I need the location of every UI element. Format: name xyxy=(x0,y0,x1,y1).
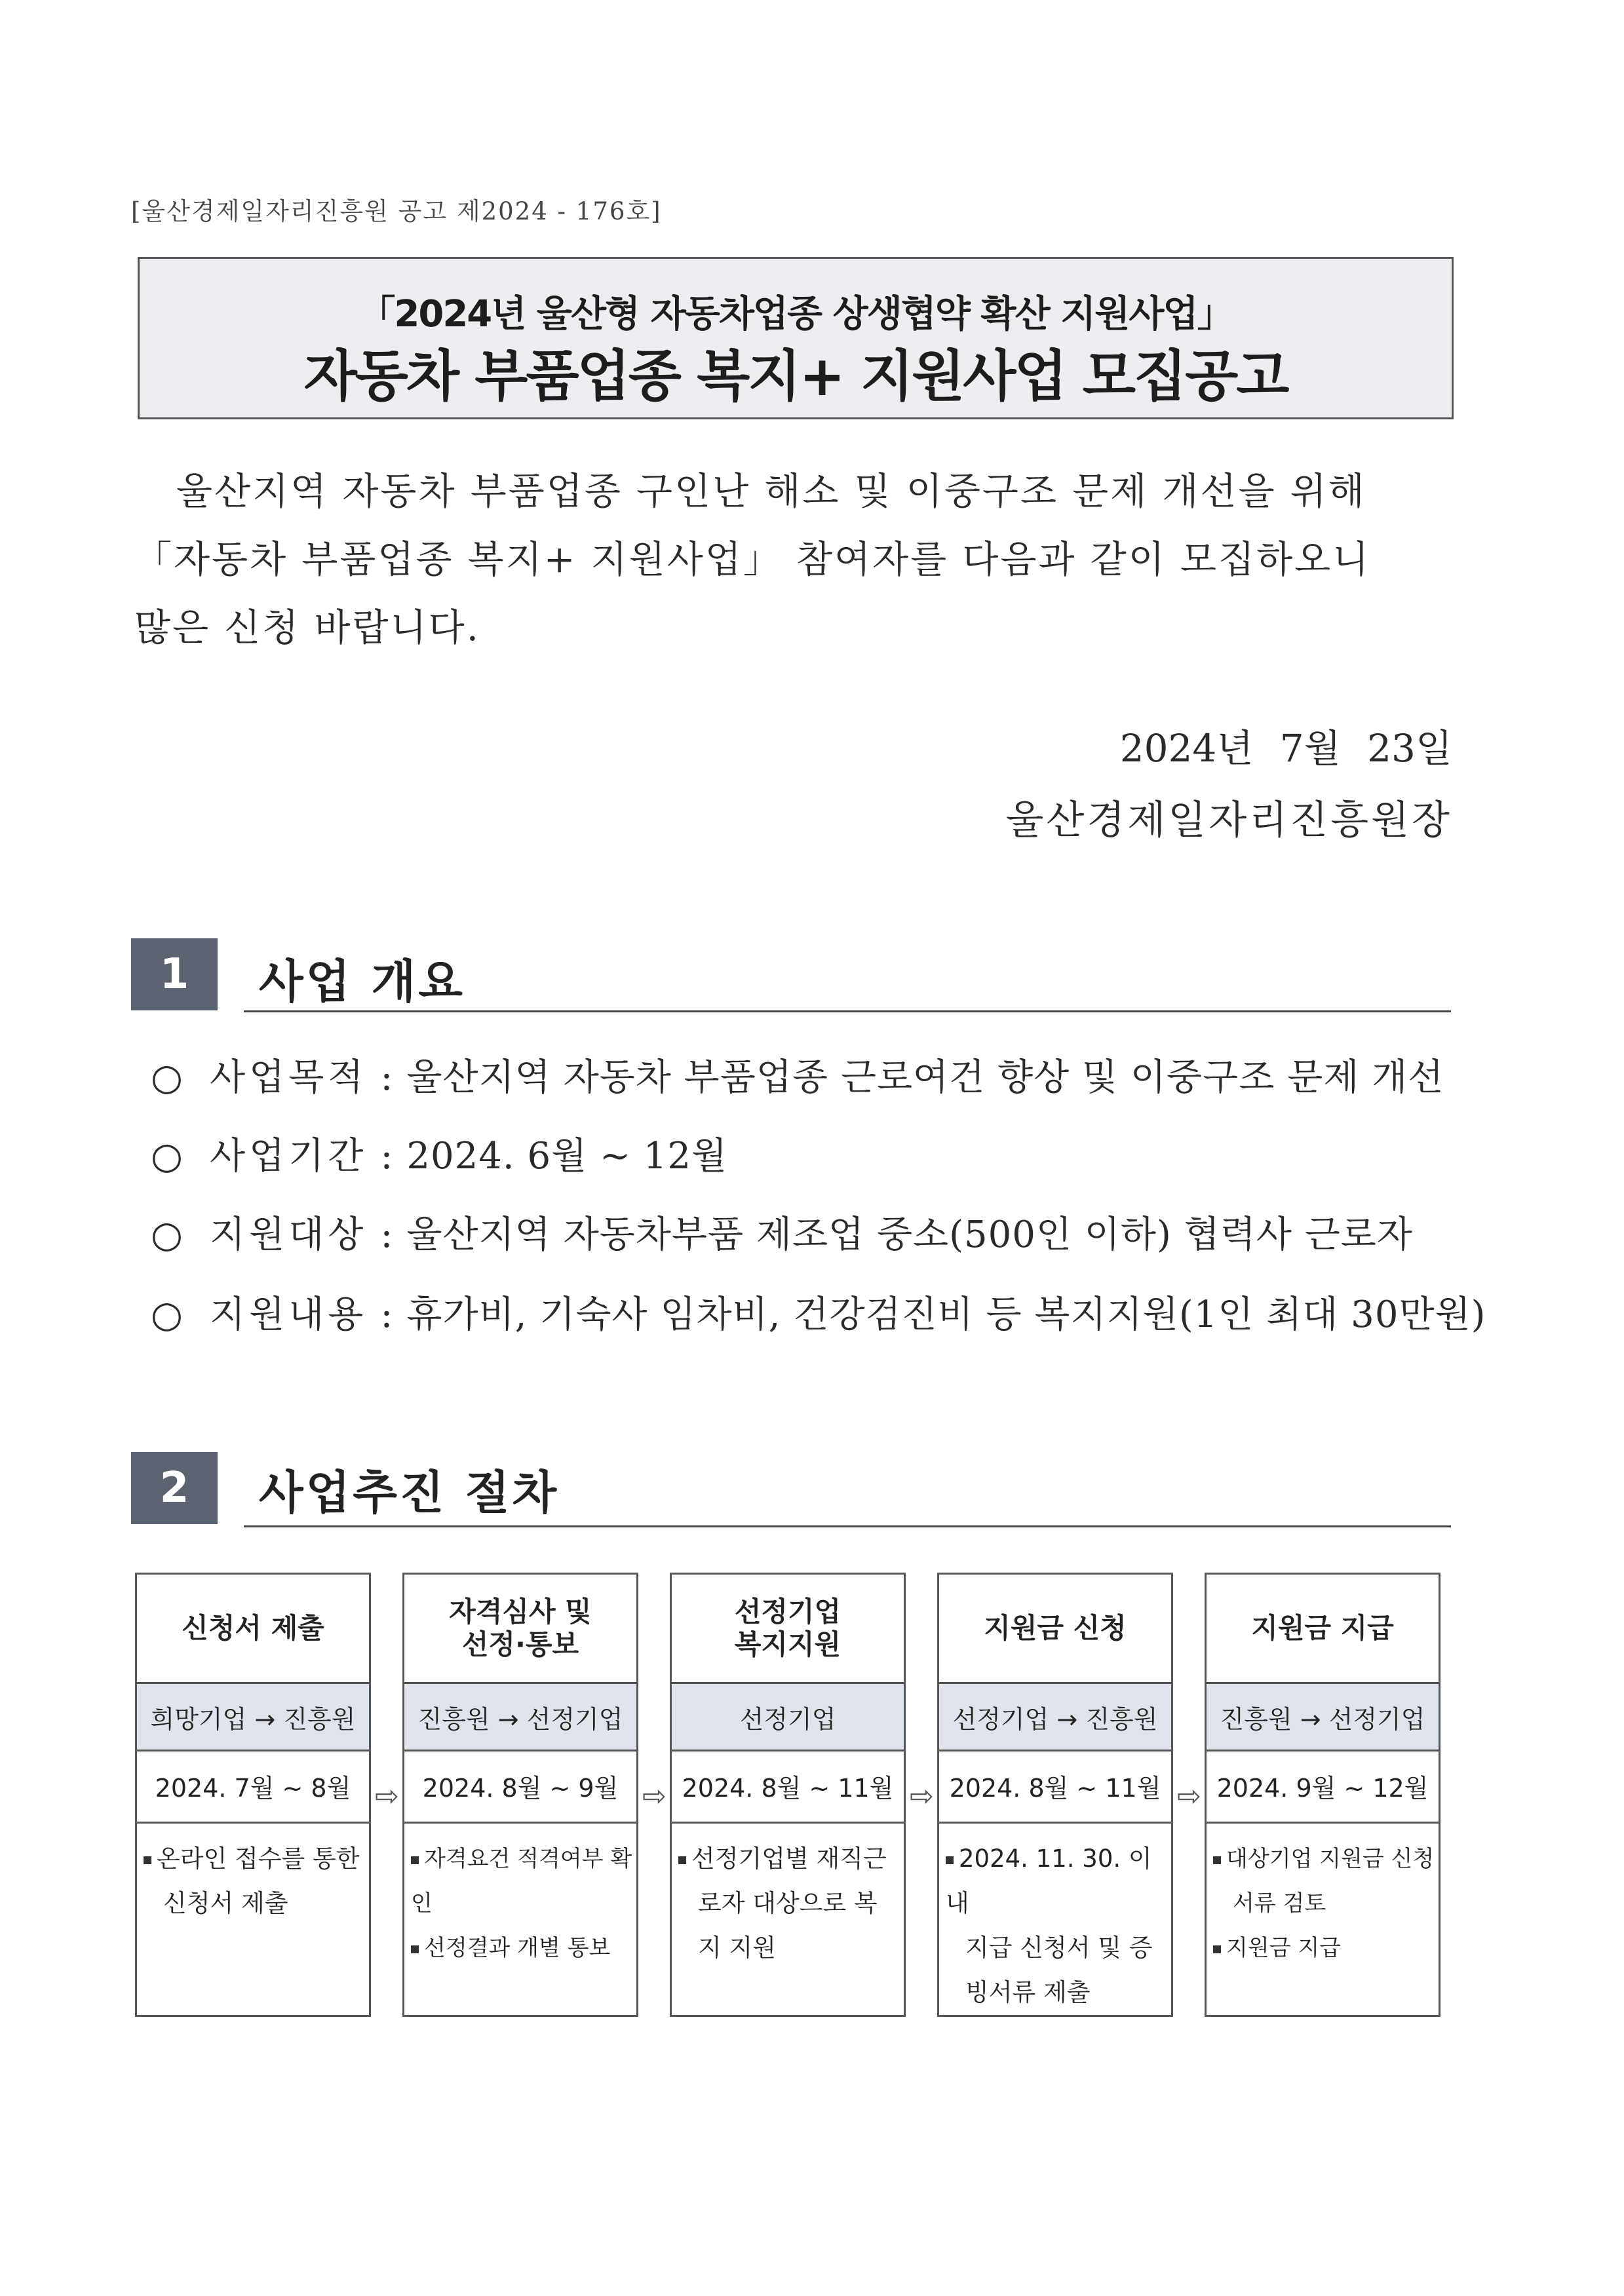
step-details xyxy=(946,1837,1167,2015)
detail-text: 선정결과 개별 통보 xyxy=(424,1935,611,1961)
section-title: 사업추진 절차 xyxy=(259,1466,560,1520)
list-item xyxy=(151,1048,1444,1101)
section-divider xyxy=(244,1010,1451,1012)
intro-line: 울산지역 자동차 부품업종 구인난 해소 및 이중구조 문제 개선을 위해 xyxy=(176,470,1366,513)
flow-arrow-icon: ⇨ xyxy=(1177,1780,1201,1813)
step-period: 2024. 7월 ~ 8월 xyxy=(137,1750,369,1824)
step-actor: 선정기업 xyxy=(672,1682,904,1751)
square-bullet-icon xyxy=(678,1856,686,1864)
item-text: 휴가비, 기숙사 임차비, 건강검진비 등 복지지원(1인 최대 30만원) xyxy=(406,1293,1486,1336)
intro-line: 많은 신청 바랍니다. xyxy=(134,606,480,649)
section-number-badge: 2 xyxy=(131,1452,218,1524)
step-title-line: 지원금 신청 xyxy=(984,1612,1127,1644)
detail-text: 온라인 접수를 통한 xyxy=(157,1845,360,1873)
flow-arrow-icon: ⇨ xyxy=(910,1780,934,1813)
square-bullet-icon xyxy=(1213,1856,1221,1864)
step-title-line: 선정·통보 xyxy=(461,1628,579,1660)
intro-paragraph xyxy=(134,457,1455,662)
item-text: 2024. 6월 ~ 12월 xyxy=(406,1135,728,1177)
title-subtitle: 「2024년 울산형 자동차업종 상생협약 확산 지원사업」 xyxy=(358,293,1233,335)
flow-arrow-icon: ⇨ xyxy=(642,1780,667,1813)
step-period: 2024. 8월 ~ 9월 xyxy=(404,1750,636,1824)
detail-text: 대상기업 지원금 신청 xyxy=(1226,1846,1435,1872)
step-details xyxy=(678,1837,900,1970)
process-step xyxy=(937,1573,1173,2017)
step-period: 2024. 8월 ~ 11월 xyxy=(672,1750,904,1824)
square-bullet-icon xyxy=(144,1856,151,1864)
circle-bullet-icon: ○ xyxy=(151,1293,184,1336)
step-title-line: 신청서 제출 xyxy=(182,1612,324,1644)
detail-item xyxy=(144,1837,365,1881)
flow-arrow-icon: ⇨ xyxy=(375,1780,399,1813)
section-divider xyxy=(244,1525,1451,1527)
detail-text: 지 지원 xyxy=(698,1934,776,1962)
detail-text: 지급 신청서 및 증 xyxy=(965,1934,1153,1962)
step-period: 2024. 8월 ~ 11월 xyxy=(939,1750,1171,1824)
notice-number: [울산경제일자리진흥원 공고 제2024 - 176호] xyxy=(131,197,662,225)
step-title-line: 지원금 지급 xyxy=(1251,1612,1394,1644)
detail-text: 지원금 지급 xyxy=(1226,1935,1342,1961)
item-separator: : xyxy=(380,1135,394,1177)
detail-item xyxy=(1213,1837,1435,1881)
list-item xyxy=(151,1127,727,1179)
step-title xyxy=(672,1575,904,1682)
title-main: 자동차 부품업종 복지+ 지원사업 모집공고 xyxy=(303,344,1288,408)
detail-text: 선정기업별 재직근 xyxy=(691,1845,887,1873)
square-bullet-icon xyxy=(411,1856,419,1864)
step-title xyxy=(404,1575,636,1682)
section-title: 사업 개요 xyxy=(259,955,465,1008)
step-title xyxy=(1207,1575,1439,1682)
square-bullet-icon xyxy=(946,1856,954,1864)
step-title-line: 복지지원 xyxy=(734,1628,841,1660)
step-title-line: 선정기업 xyxy=(734,1596,841,1628)
list-item xyxy=(151,1286,1486,1338)
section-number-badge: 1 xyxy=(131,938,218,1010)
step-actor: 진흥원 → 선정기업 xyxy=(1207,1682,1439,1751)
process-step xyxy=(135,1573,371,2017)
item-text: 울산지역 자동차부품 제조업 중소(500인 이하) 협력사 근로자 xyxy=(406,1214,1413,1256)
detail-item xyxy=(411,1926,632,1970)
detail-item xyxy=(1213,1926,1435,1970)
detail-item xyxy=(678,1837,900,1881)
detail-item xyxy=(946,1837,1167,1926)
list-item xyxy=(151,1206,1413,1258)
step-details xyxy=(411,1837,632,1970)
process-step xyxy=(1205,1573,1440,2017)
circle-bullet-icon: ○ xyxy=(151,1214,184,1256)
process-step xyxy=(670,1573,906,2017)
step-details xyxy=(144,1837,365,1926)
square-bullet-icon xyxy=(411,1945,419,1953)
circle-bullet-icon: ○ xyxy=(151,1135,184,1177)
intro-line: 「자동차 부품업종 복지+ 지원사업」 참여자를 다음과 같이 모집하오니 xyxy=(134,538,1371,581)
item-label: 지원내용 xyxy=(210,1293,368,1336)
item-text: 울산지역 자동차 부품업종 근로여건 향상 및 이중구조 문제 개선 xyxy=(406,1056,1444,1099)
item-label: 사업목적 xyxy=(210,1056,368,1099)
detail-text: 신청서 제출 xyxy=(163,1889,288,1917)
item-label: 지원대상 xyxy=(210,1214,368,1256)
step-actor: 선정기업 → 진흥원 xyxy=(939,1682,1171,1751)
step-title xyxy=(939,1575,1171,1682)
step-actor: 희망기업 → 진흥원 xyxy=(137,1682,369,1751)
process-step xyxy=(402,1573,638,2017)
detail-item xyxy=(411,1837,632,1926)
circle-bullet-icon: ○ xyxy=(151,1056,184,1099)
item-label: 사업기간 xyxy=(210,1135,368,1177)
detail-text: 빙서류 제출 xyxy=(965,1978,1091,2006)
square-bullet-icon xyxy=(1213,1945,1221,1953)
step-details xyxy=(1213,1837,1435,1970)
signer: 울산경제일자리진흥원장 xyxy=(1005,797,1452,843)
detail-text: 로자 대상으로 복 xyxy=(698,1889,878,1917)
step-title-line: 자격심사 및 xyxy=(449,1596,592,1628)
item-separator: : xyxy=(380,1293,394,1336)
step-title xyxy=(137,1575,369,1682)
step-period: 2024. 9월 ~ 12월 xyxy=(1207,1750,1439,1824)
title-box xyxy=(138,257,1454,419)
notice-date: 2024년 7월 23일 xyxy=(1119,726,1452,771)
detail-text: 자격요건 적격여부 확인 xyxy=(411,1846,632,1917)
step-actor: 진흥원 → 선정기업 xyxy=(404,1682,636,1751)
detail-text: 서류 검토 xyxy=(1233,1890,1326,1917)
item-separator: : xyxy=(380,1214,394,1256)
item-separator: : xyxy=(380,1056,394,1099)
detail-text: 2024. 11. 30. 이내 xyxy=(946,1845,1152,1917)
